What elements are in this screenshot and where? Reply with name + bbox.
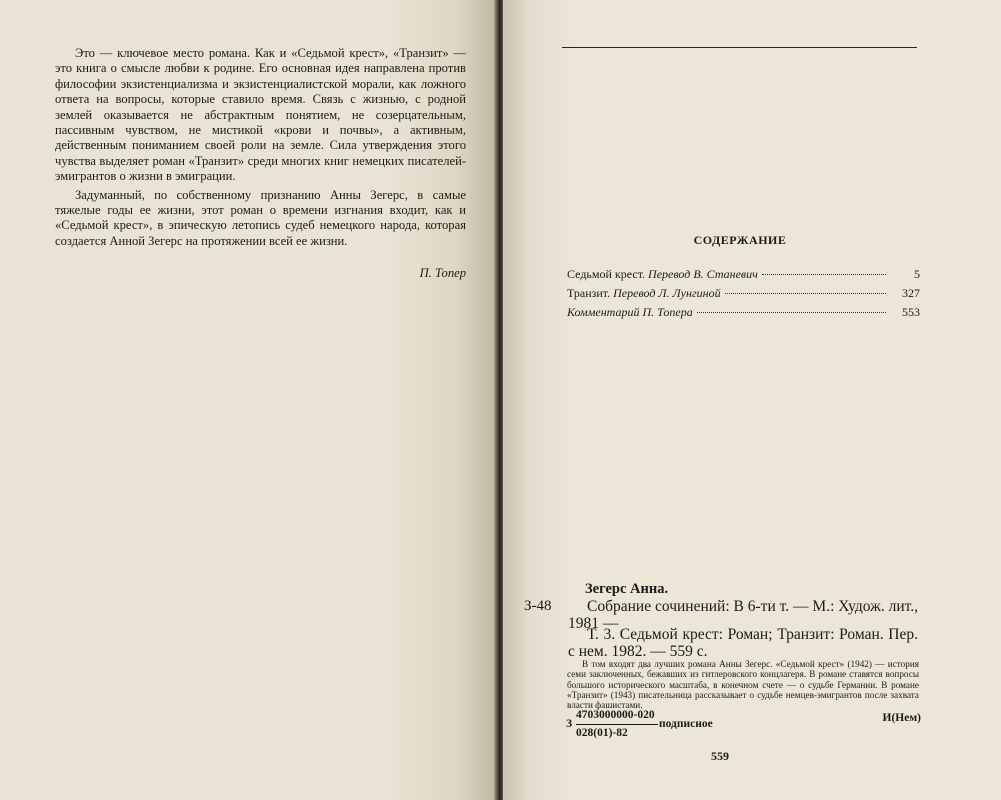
bibliography-edition: Собрание сочинений: В 6-ти т. — М.: Худож. лит., 1981 —	[568, 598, 918, 632]
bibliography-author: Зегерс Анна.	[585, 581, 669, 597]
bibliography-annotation: В том входят два лучших романа Анны Зегерс. «Седьмой крест» (1942) — история семи заключенных, бежавших из гитлеровского концлагеря. В романе ставятся вопросы большого исторического масштаба, в конечном счете — о судьбе Германии. В романе «Транзит» (1943) писательница рассказывает о судьбе немцев-эмигрантов после захвата власти фашистами.	[567, 659, 919, 711]
language-classification: И(Нем)	[882, 712, 921, 724]
page-number: 559	[711, 749, 729, 763]
toc-entry-title: Транзит. Перевод Л. Лунгиной	[567, 286, 721, 300]
toc-entry-page: 327	[902, 286, 920, 300]
index-fraction-line	[576, 724, 658, 725]
afterword-text	[55, 46, 466, 249]
left-page	[0, 0, 497, 800]
toc-leader-dots	[725, 293, 886, 294]
toc-entry[interactable]	[567, 305, 920, 324]
toc-entry[interactable]	[567, 267, 920, 286]
afterword-paragraph-1: Это — ключевое место романа. Как и «Седьмой крест», «Транзит» — это книга о смысле любви к родине. Его основная идея направлена против философии экзистенциализма и экзистенциалистской морали, как ложного ответа на вопросы, которые ставило время. Связь с жизнью, с родной землей оказывается не абстрактным понятием, не созерцательным, пассивным чувством, не мистикой «крови и почвы», а активным, действенным пониманием своей роли на земле. Сила утверждения этого чувства выделяет роман «Транзит» среди многих книг немецких писателей-эмигрантов о жизни в эмиграции.	[55, 46, 466, 184]
index-prefix: З	[566, 718, 573, 730]
toc-entry-page: 5	[914, 267, 920, 281]
bibliography-volume: Т. 3. Седьмой крест: Роман; Транзит: Роман. Пер. с нем. 1982. — 559 с.	[568, 626, 918, 660]
toc-entry-title: Седьмой крест. Перевод В. Станевич	[567, 267, 758, 281]
afterword-paragraph-2: Задуманный, по собственному признанию Анны Зегерс, в самые тяжелые годы ее жизни, этот роман о времени изгнания входит, как и «Седьмой крест», в эпическую летопись судеб немецкого народа, которая создается Анной Зегерс на протяжении всей ее жизни.	[55, 187, 466, 248]
table-of-contents	[567, 267, 920, 324]
index-note: подписное	[659, 718, 713, 730]
toc-leader-dots	[762, 274, 886, 275]
library-class-code: З-48	[524, 598, 552, 614]
toc-heading: СОДЕРЖАНИЕ	[693, 233, 787, 247]
toc-entry-page: 553	[902, 305, 920, 319]
index-numerator: 4703000000-020	[576, 709, 655, 721]
author-signature: П. Топер	[419, 266, 466, 280]
index-denominator: 028(01)-82	[576, 727, 628, 739]
toc-leader-dots	[697, 312, 886, 313]
publication-index	[566, 709, 921, 743]
toc-entry-title: Комментарий П. Топера	[567, 305, 693, 319]
toc-entry[interactable]	[567, 286, 920, 305]
top-rule	[562, 47, 917, 48]
